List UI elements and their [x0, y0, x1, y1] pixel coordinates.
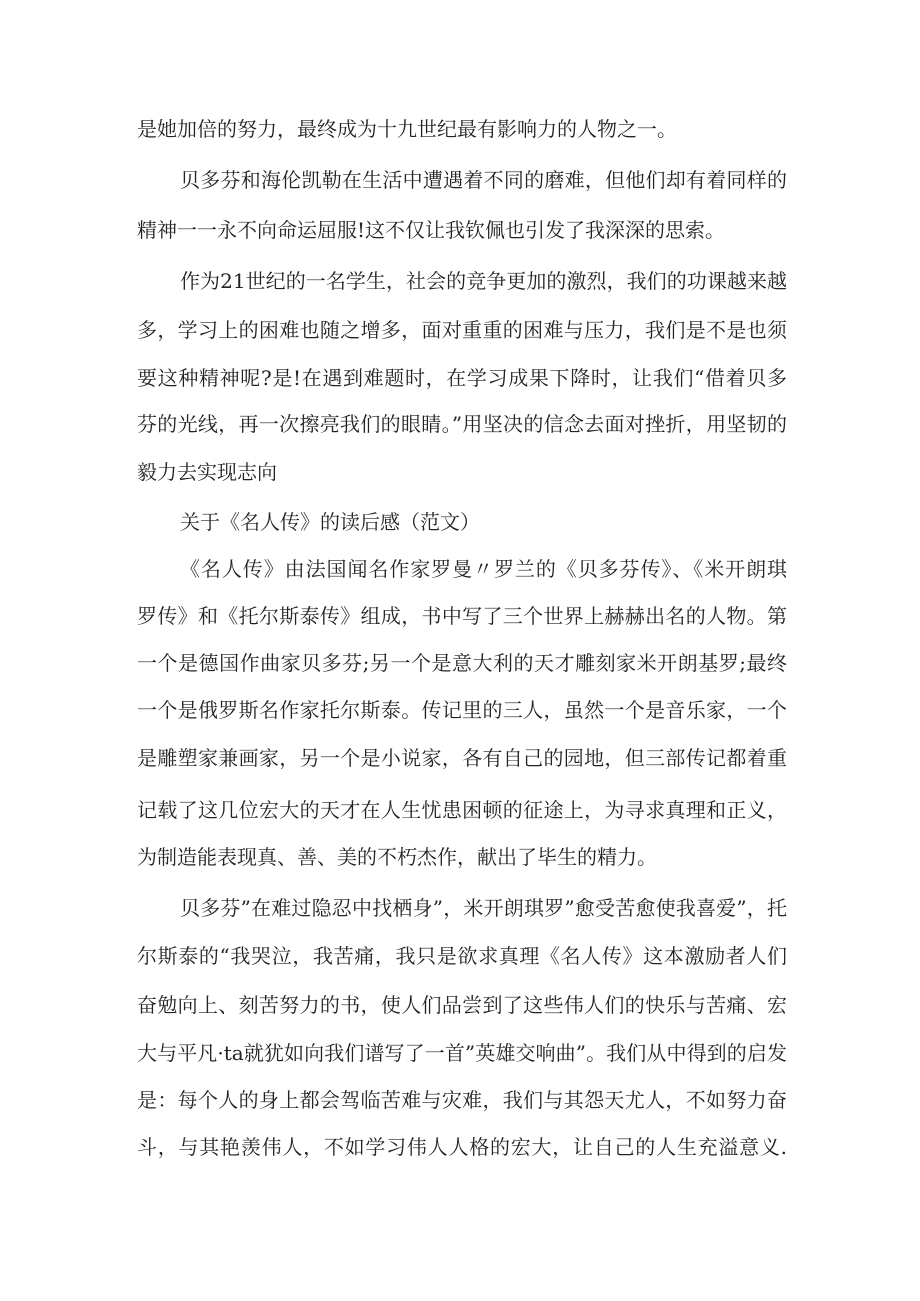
text-line-12: 一个是德国作曲家贝多芬;另一个是意大利的天才雕刻家米开朗基罗;最终	[137, 651, 787, 675]
text-line-5: 多，学习上的困难也随之增多，面对重重的困难与压力，我们是不是也须	[137, 318, 787, 342]
text-line-1: 是她加倍的努力，最终成为十九世纪最有影响力的人物之一。	[137, 117, 677, 141]
text-line-18: 尔斯泰的“我哭泣，我苦痛，我只是欲求真理《名人传》这本激励者人们	[137, 944, 787, 968]
text-line-11: 罗传》和《托尔斯泰传》组成，书中写了三个世界上赫赫出名的人物。第	[137, 604, 787, 628]
text-line-13: 一个是俄罗斯名作家托尔斯泰。传记里的三人，虽然一个是音乐家，一个	[137, 698, 787, 722]
text-line-14: 是雕塑家兼画家，另一个是小说家，各有自己的园地，但三部传记都着重	[137, 746, 787, 770]
text-line-17: 贝多芬”在难过隐忍中找栖身”，米开朗琪罗”愈受苦愈使我喜爱”，托	[180, 896, 787, 920]
text-line-7: 芬的光线，再一次擦亮我们的眼睛。”用坚决的信念去面对挫折，用坚韧的	[137, 412, 787, 436]
text-line-15: 记载了这几位宏大的天才在人生忧患困顿的征途上，为寻求真理和正义，	[137, 798, 787, 822]
text-line-21: 是：每个人的身上都会驾临苦难与灾难，我们与其怨天尤人，不如努力奋	[137, 1088, 787, 1112]
text-line-10: 《名人传》由法国闻名作家罗曼〃罗兰的《贝多芬传》、《米开朗琪	[180, 557, 787, 581]
text-line-16: 为制造能表现真、善、美的不朽杰作，献出了毕生的精力。	[137, 845, 657, 869]
text-line-8: 毅力去实现志向	[137, 460, 277, 484]
text-line-6: 要这种精神呢?是!在遇到难题时，在学习成果下降时，让我们“借着贝多	[137, 366, 787, 390]
text-line-19: 奋勉向上、刻苦努力的书，使人们品尝到了这些伟人们的快乐与苦痛、宏	[137, 993, 787, 1017]
text-line-4: 作为21世纪的一名学生，社会的竞争更加的激烈，我们的功课越来越	[180, 269, 787, 293]
section-heading: 关于《名人传》的读后感（范文）	[180, 510, 480, 534]
text-line-22: 斗，与其艳羡伟人，不如学习伟人人格的宏大，让自己的人生充溢意义.	[137, 1135, 787, 1159]
text-line-20: 大与平凡·ta就犹如向我们谱写了一首”英雄交响曲”。我们从中得到的启发	[137, 1041, 787, 1065]
text-line-3: 精神一一永不向命运屈服!这不仅让我钦佩也引发了我深深的思索。	[137, 218, 726, 242]
text-line-2: 贝多芬和海伦凯勒在生活中遭遇着不同的磨难，但他们却有着同样的	[180, 168, 787, 192]
